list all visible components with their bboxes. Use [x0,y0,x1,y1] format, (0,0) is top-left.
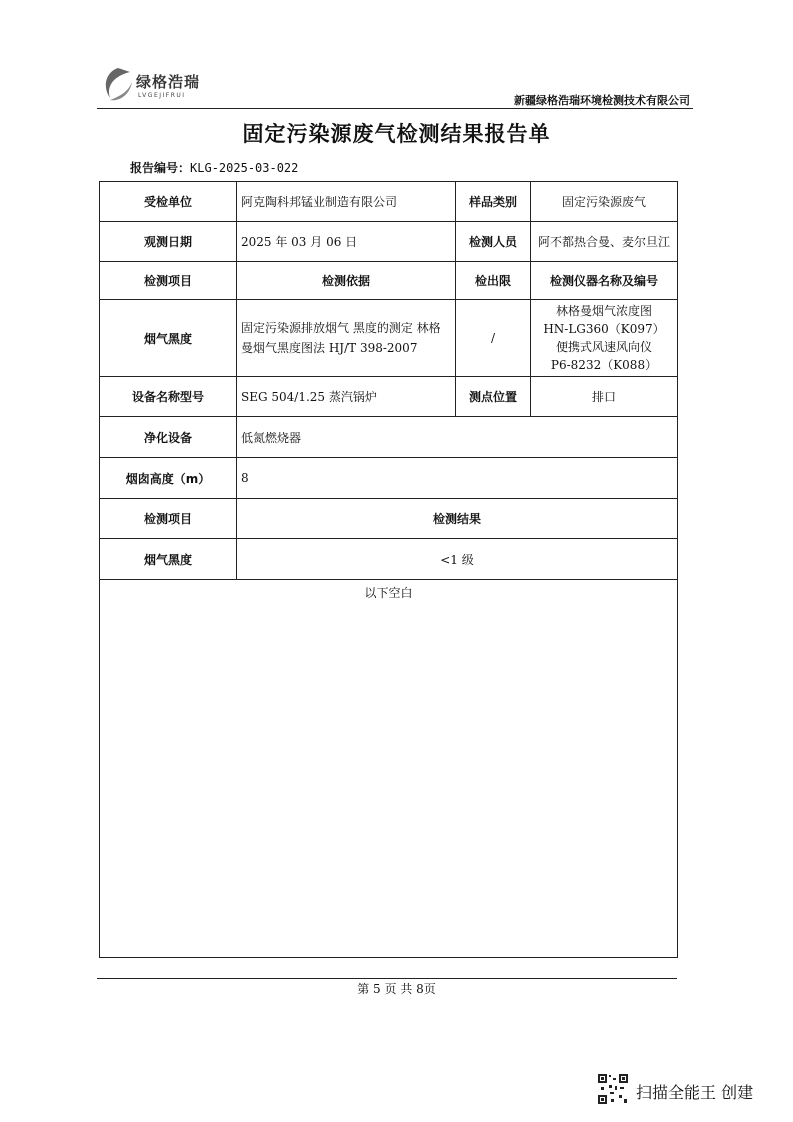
instrument-value [531,300,678,377]
sample-type-label: 样品类别 [456,182,531,222]
company-logo [100,64,200,110]
table-row [100,417,678,458]
table-row [100,499,678,539]
scanner-watermark: 扫描全能王 创建 [636,1083,754,1102]
equipment-value: SEG 504/1.25 蒸汽锅炉 [237,377,456,417]
date-value: 2025 年 03 月 06 日 [237,222,456,262]
item-label: 检测项目 [100,262,237,300]
item-value: 烟气黑度 [100,300,237,377]
result-item-value: 烟气黑度 [100,539,237,580]
company-name: 新疆绿格浩瑞环境检测技术有限公司 [514,94,690,107]
blank-note: 以下空白 [100,580,678,958]
table-row [100,222,678,262]
chimney-value: 8 [237,458,678,499]
inspector-value: 阿不都热合曼、麦尔旦江 [531,222,678,262]
table-row [100,539,678,580]
unit-value: 阿克陶科邦锰业制造有限公司 [237,182,456,222]
result-value: <1 级 [237,539,678,580]
results-table [99,181,678,958]
table-row [100,300,678,377]
purify-value: 低氮燃烧器 [237,417,678,458]
page-number: 第 5 页 共 8页 [357,982,436,996]
qr-code-icon [597,1073,629,1105]
instrument-line: 林格曼烟气浓度图 [555,304,652,318]
limit-label: 检出限 [456,262,531,300]
inspector-label: 检测人员 [456,222,531,262]
table-row [100,182,678,222]
unit-label: 受检单位 [100,182,237,222]
instrument-line: HN-LG360（K097） [543,322,665,336]
logo-subtitle: LVGEJIFRUI [138,92,186,99]
report-number [130,159,298,176]
table-row [100,262,678,300]
table-row [100,458,678,499]
table-row [100,580,678,958]
header-divider [97,108,693,109]
report-number-value: KLG-2025-03-022 [190,161,299,175]
point-label: 测点位置 [456,377,531,417]
result-label: 检测结果 [237,499,678,539]
document-title: 固定污染源废气检测结果报告单 [242,122,551,146]
point-value: 排口 [531,377,678,417]
instrument-line: 便携式风速风向仪 [555,340,652,354]
instrument-line: P6-8232（K088） [550,358,658,372]
logo-swoosh-icon [100,64,136,104]
result-item-label: 检测项目 [100,499,237,539]
table-row [100,377,678,417]
basis-value: 固定污染源排放烟气 黑度的测定 林格曼烟气黑度图法 HJ/T 398-2007 [237,300,456,377]
sample-type-value: 固定污染源废气 [531,182,678,222]
chimney-label: 烟囱高度（m） [100,458,237,499]
purify-label: 净化设备 [100,417,237,458]
report-number-label: 报告编号： [130,161,191,175]
logo-name: 绿格浩瑞 [136,73,201,91]
footer-divider [97,978,677,979]
date-label: 观测日期 [100,222,237,262]
equipment-label: 设备名称型号 [100,377,237,417]
basis-label: 检测依据 [237,262,456,300]
limit-value: / [456,300,531,377]
instrument-label: 检测仪器名称及编号 [531,262,678,300]
